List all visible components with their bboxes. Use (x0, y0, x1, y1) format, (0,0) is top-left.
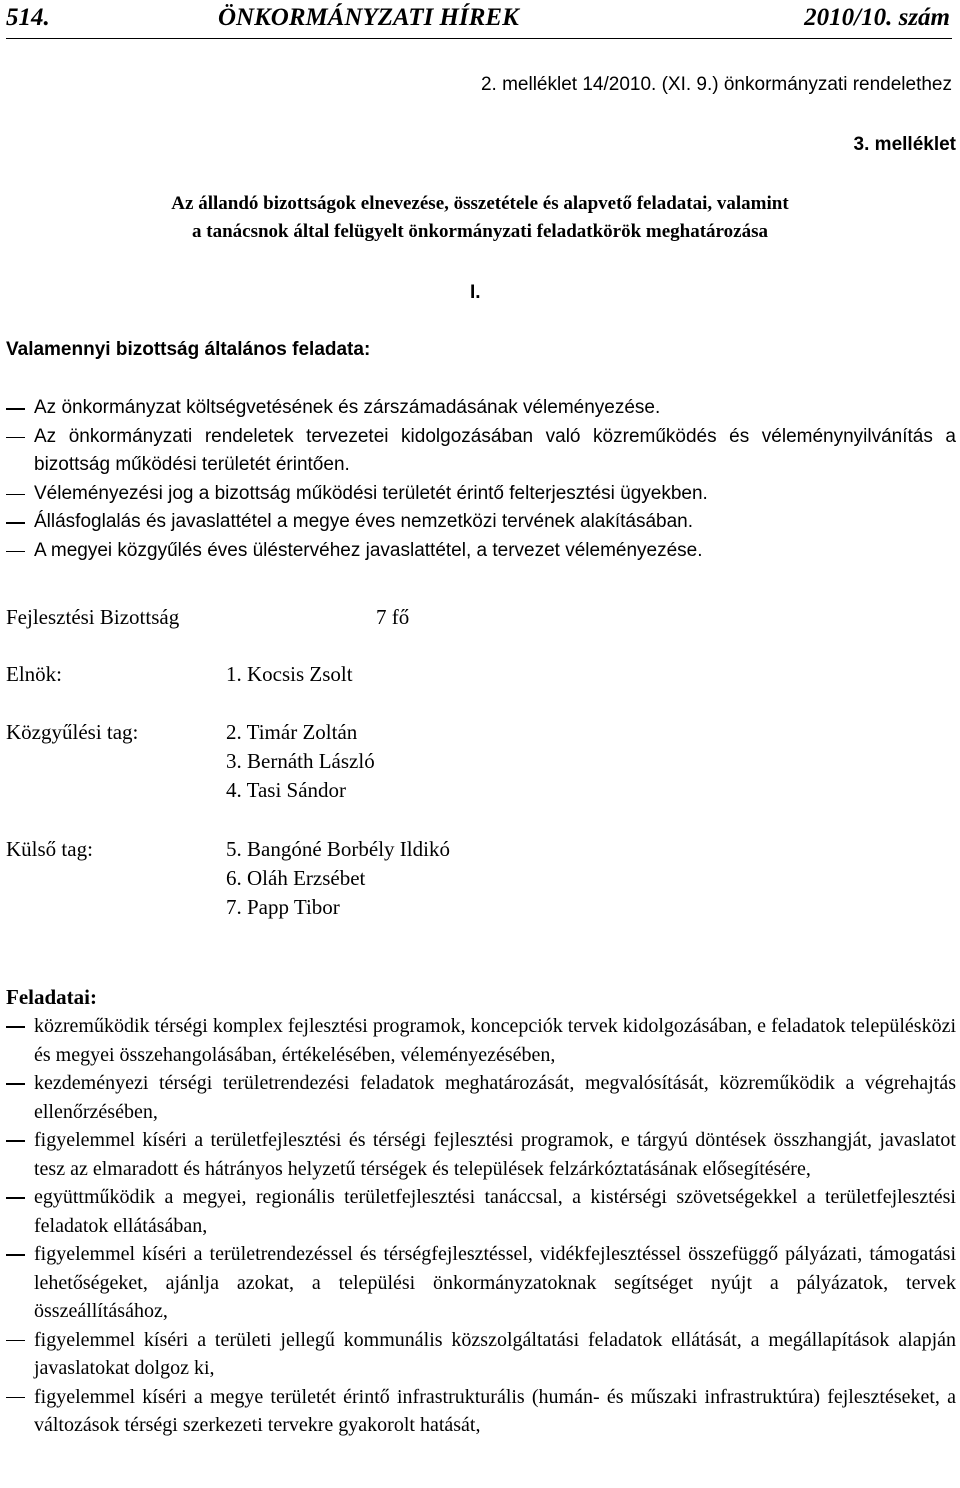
list-item: figyelemmel kíséri a megye területét érintő infrastrukturális (humán- és műszaki infrastruktúra) fejlesztéseket, a változások térségi szerkezeti tervekre gyakorolt hatását, (6, 1383, 956, 1440)
committee-size: 7 fő (376, 605, 410, 629)
title-line: Az állandó bizottságok elnevezése, összetétele és alapvető feladatai, valamint (171, 193, 789, 214)
general-tasks-list (6, 394, 956, 565)
title-line: a tanácsnok által felügyelt önkormányzati feladatkörök meghatározása (192, 221, 768, 242)
list-item: közreműködik térségi komplex fejlesztési programok, koncepciók tervek kidolgozásában, e feladatok településközi és megyei összehangolásában, értékelésében, véleményezésében, (6, 1012, 956, 1069)
list-item: figyelemmel kíséri a területi jellegű kommunális közszolgáltatási feladatok ellátását, a megállapítások alapján javaslatokat dolgoz ki, (6, 1326, 956, 1383)
issue-number: 2010/10. szám (804, 4, 950, 31)
list-item: Állásfoglalás és javaslattétel a megye éves nemzetközi tervének alakításában. (6, 508, 956, 537)
annex-number: 3. melléklet (853, 134, 956, 155)
document-title (0, 190, 960, 246)
page-header (6, 4, 952, 39)
publication-title: ÖNKORMÁNYZATI HÍREK (218, 4, 519, 31)
member-name: 6. Oláh Erzsébet (226, 866, 366, 890)
assembly-member-label: Közgyűlési tag: (6, 720, 139, 744)
general-tasks-heading: Valamennyi bizottság általános feladata: (6, 339, 371, 360)
list-item: Az önkormányzati rendeletek tervezetei kidolgozásában való közreműködés és véleménynyilvánítás a bizottság működési területét érintően. (6, 423, 956, 480)
list-item: Az önkormányzat költségvetésének és zárszámadásának véleményezése. (6, 394, 956, 423)
chair-label: Elnök: (6, 662, 62, 686)
member-name: 7. Papp Tibor (226, 895, 340, 919)
external-member-label: Külső tag: (6, 837, 93, 861)
list-item: A megyei közgyűlés éves üléstervéhez javaslattétel, a tervezet véleményezése. (6, 537, 956, 566)
member-name: 4. Tasi Sándor (226, 778, 347, 802)
member-name: 2. Timár Zoltán (226, 720, 358, 744)
list-item: figyelemmel kíséri a területfejlesztési és térségi fejlesztési programok, e tárgyú döntések összhangját, javaslatot tesz az elmaradott és hátrányos helyzetű térségek és települések felzárkóztatásának elősegítésére, (6, 1126, 956, 1183)
page-number: 514. (6, 4, 50, 31)
member-name: 1. Kocsis Zsolt (226, 662, 353, 686)
committee-name: Fejlesztési Bizottság (6, 605, 180, 629)
list-item: figyelemmel kíséri a területrendezéssel és térségfejlesztéssel, vidékfejlesztéssel összefüggő pályázati, támogatási lehetőségeket, ajánlja azokat, a települési önkormányzatoknak segítséget nyújt a pályázatok, tervek összeállításához, (6, 1240, 956, 1326)
section-number: I. (470, 282, 481, 303)
member-name: 3. Bernáth László (226, 749, 375, 773)
tasks-heading: Feladatai: (6, 985, 97, 1009)
committee-tasks-list (6, 1012, 956, 1440)
annex-reference: 2. melléklet 14/2010. (XI. 9.) önkormányzati rendelethez (480, 74, 952, 95)
list-item: Véleményezési jog a bizottság működési területét érintő felterjesztési ügyekben. (6, 480, 956, 509)
member-name: 5. Bangóné Borbély Ildikó (226, 837, 450, 861)
list-item: együttműködik a megyei, regionális területfejlesztési tanáccsal, a kistérségi szövetségekkel a területfejlesztési feladatok ellátásában, (6, 1183, 956, 1240)
list-item: kezdeményezi térségi területrendezési feladatok meghatározását, megvalósítását, közreműködik a végrehajtás ellenőrzésében, (6, 1069, 956, 1126)
